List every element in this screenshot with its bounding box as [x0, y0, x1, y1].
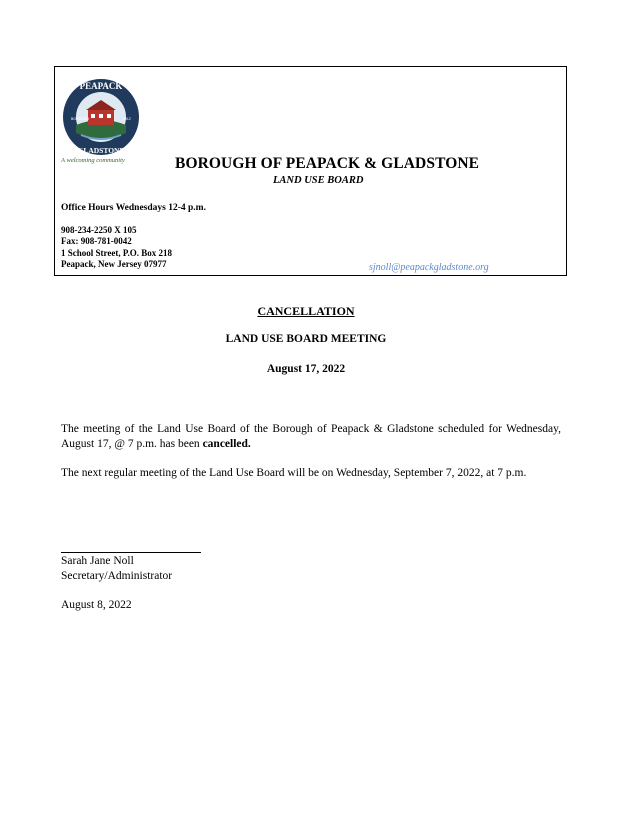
paragraph-1-text: The meeting of the Land Use Board of the Borough of Peapack & Gladstone scheduled for Wednesday, August 17, @ 7 p.m. has been	[61, 423, 561, 450]
org-subtitle: LAND USE BOARD	[273, 175, 364, 186]
org-title: BOROUGH OF PEAPACK & GLADSTONE	[175, 155, 480, 172]
borough-seal-logo	[61, 73, 141, 161]
paragraph-1-emphasis: cancelled.	[202, 438, 251, 450]
contact-block	[61, 225, 172, 270]
signer-name: Sarah Jane Noll	[61, 555, 134, 567]
notice-subtitle: LAND USE BOARD MEETING	[225, 333, 387, 345]
body-paragraph-2: The next regular meeting of the Land Use Board will be on Wednesday, September 7, 2022, at 7 p.m.	[61, 467, 527, 479]
signature-date: August 8, 2022	[61, 599, 132, 611]
body-paragraph-1	[61, 422, 561, 452]
signer-title: Secretary/Administrator	[61, 570, 173, 582]
letterhead	[54, 66, 567, 276]
office-hours: Office Hours Wednesdays 12-4 p.m.	[61, 203, 206, 213]
contact-fax: Fax: 908-781-0042	[61, 236, 132, 247]
tagline: A welcoming community	[61, 157, 125, 164]
notice-title: CANCELLATION	[257, 304, 355, 318]
seal-bottom-text: GLADSTONE	[77, 146, 125, 155]
seal-right-text: 1912	[123, 117, 131, 121]
contact-city: Peapack, New Jersey 07977	[61, 258, 167, 269]
email-link[interactable]: sjnoll@peapackgladstone.org	[369, 262, 489, 273]
seal-top-text: PEAPACK	[79, 81, 123, 91]
signature-line	[61, 552, 201, 553]
seal-left-text: BOROUGH	[71, 117, 90, 121]
notice-date: August 17, 2022	[266, 363, 346, 375]
contact-phone: 908-234-2250 X 105	[61, 225, 137, 235]
contact-address: 1 School Street, P.O. Box 218	[61, 247, 173, 258]
